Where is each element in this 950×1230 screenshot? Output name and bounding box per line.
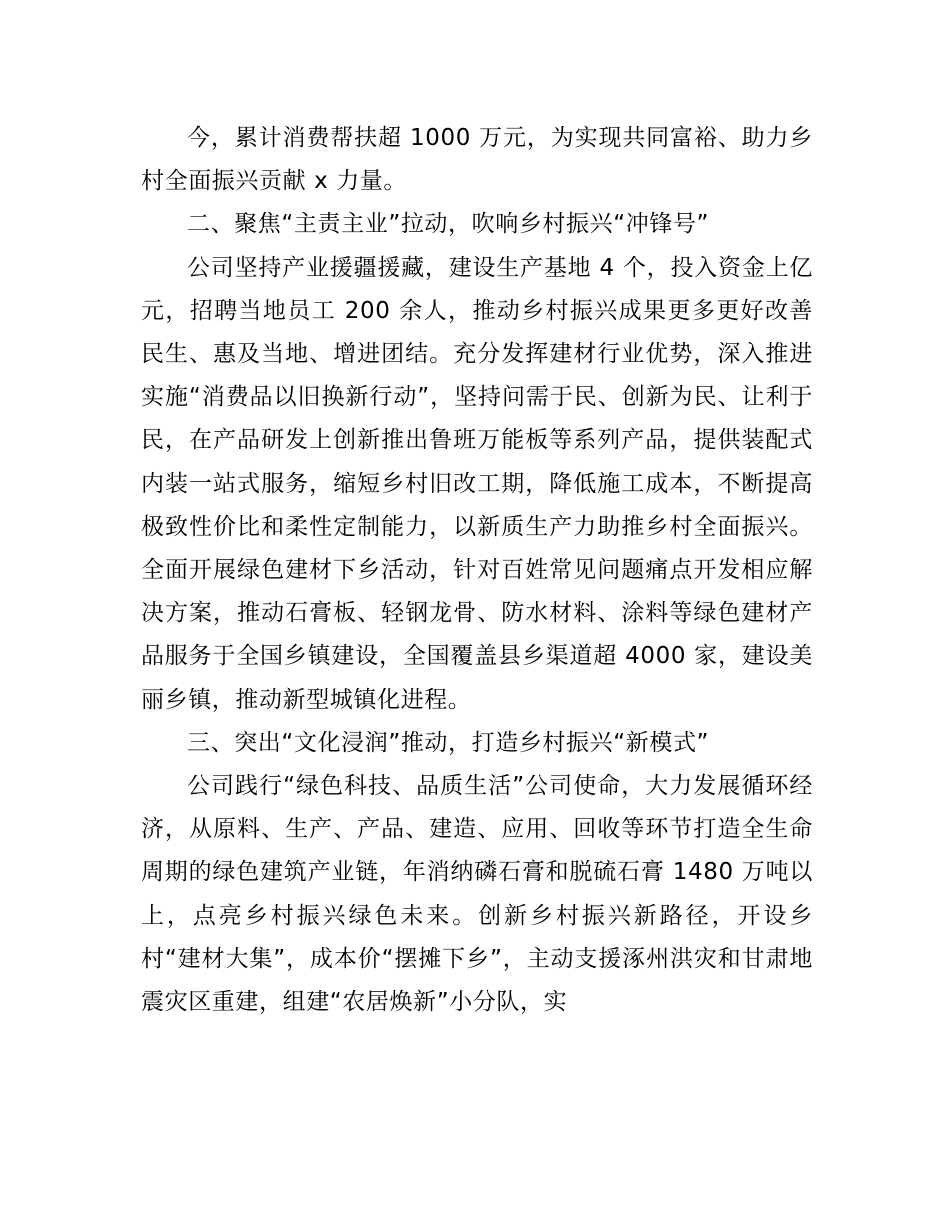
document-body	[141, 117, 813, 1024]
paragraph-green-cycle: 公司践行“绿色科技、品质生活”公司使命，大力发展循环经济，从原料、生产、产品、建造、应用、回收等环节打造全生命周期的绿色建筑产业链，年消纳磷石膏和脱硫石膏 1480 万吨以上，点亮乡村振兴绿色未来。创新乡村振兴新路径，开设乡村“建材大集”，成本价“摆摊下乡”，主动支援涿州洪灾和甘肃地震灾区重建，组建“农居焕新”小分队，实	[141, 773, 813, 1016]
paragraph-consumption-support: 今，累计消费帮扶超 1000 万元，为实现共同富裕、助力乡村全面振兴贡献 x 力量。	[141, 125, 813, 195]
paragraph-industry-support: 公司坚持产业援疆援藏，建设生产基地 4 个，投入资金上亿元，招聘当地员工 200 余人，推动乡村振兴成果更多更好改善民生、惠及当地、增进团结。充分发挥建材行业优势，深入推进实施“消费品以旧换新行动”，坚持问需于民、创新为民、让利于民，在产品研发上创新推出鲁班万能板等系列产品，提供装配式内装一站式服务，缩短乡村旧改工期，降低施工成本，不断提高极致性价比和柔性定制能力，以新质生产力助推乡村全面振兴。全面开展绿色建材下乡活动，针对百姓常见问题痛点开发相应解决方案，推动石膏板、轻钢龙骨、防水材料、涂料等绿色建材产品服务于全国乡镇建设，全国覆盖县乡渠道超 4000 家，建设美丽乡镇，推动新型城镇化进程。	[141, 254, 813, 713]
section-heading-2: 二、聚焦“主责主业”拉动，吹响乡村振兴“冲锋号”	[187, 211, 710, 238]
section-heading-3: 三、突出“文化浸润”推动，打造乡村振兴“新模式”	[187, 729, 710, 756]
